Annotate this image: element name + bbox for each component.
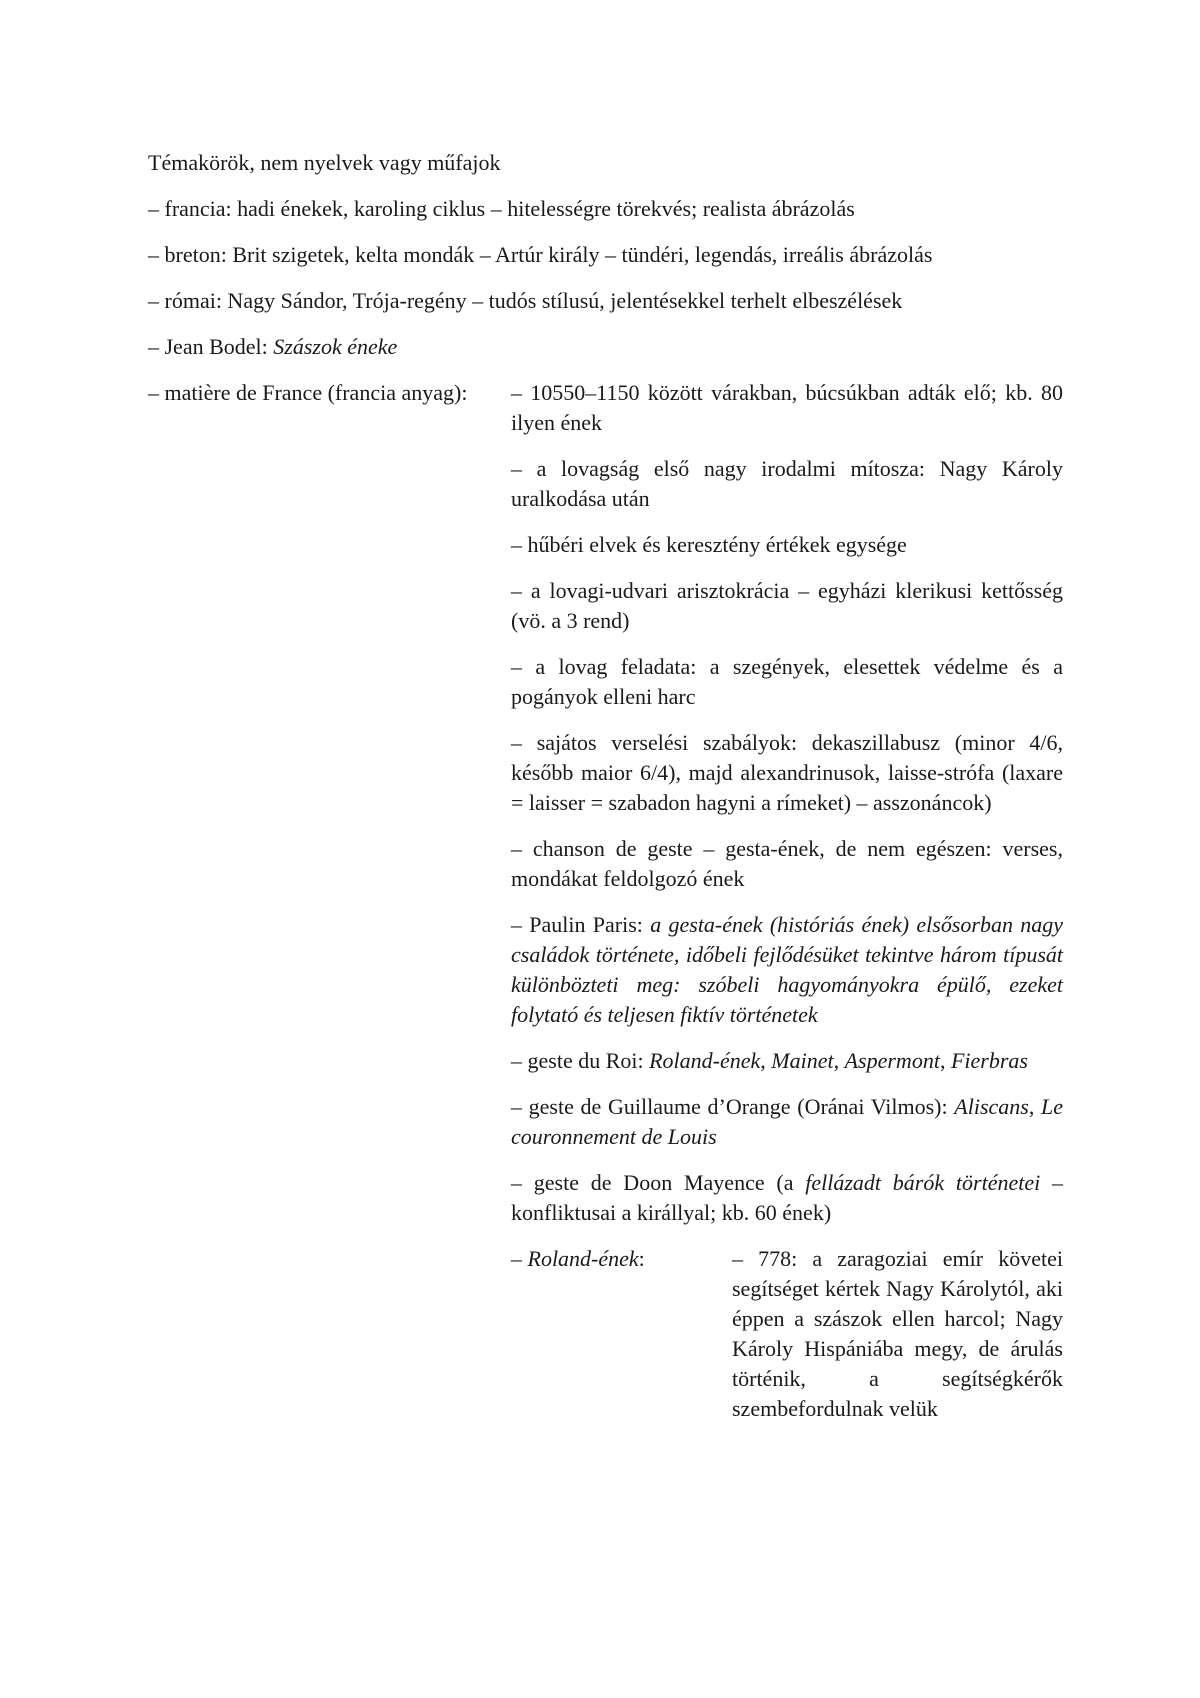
- list-item-paulin-paris: [511, 910, 1063, 1030]
- matiere-label: – matière de France (francia anyag):: [148, 380, 468, 405]
- list-item-duality: – a lovagi-udvari arisztokrácia – egyházi klerikusi kettősség (vö. a 3 rend): [511, 578, 1063, 633]
- line-breton: – breton: Brit szigetek, kelta mondák – Artúr király – tündéri, legendás, irreális ábrázolás: [148, 242, 933, 267]
- list-item-myth: – a lovagság első nagy irodalmi mítosza: Nagy Károly uralkodása után: [511, 456, 1063, 511]
- line-francia: – francia: hadi énekek, karoling ciklus – hitelességre törekvés; realista ábrázolás: [148, 196, 855, 221]
- roland-title: Roland-ének: [527, 1246, 639, 1271]
- list-item-guillaume: [511, 1092, 1063, 1152]
- heading: Témakörök, nem nyelvek vagy műfajok: [148, 150, 501, 175]
- list-item-values: – hűbéri elvek és keresztény értékek egysége: [511, 532, 907, 557]
- doon-italic: fellázadt bárók történetei: [805, 1170, 1041, 1195]
- matiere-list: [511, 378, 1063, 1424]
- line-jean-bodel: [148, 332, 397, 362]
- line-romai: – római: Nagy Sándor, Trója-regény – tudós stílusú, jelentésekkel terhelt elbeszélések: [148, 288, 903, 313]
- title-couronnement: Le couronnement de Louis: [511, 1094, 1064, 1149]
- list-item-roland: [511, 1244, 1063, 1424]
- roland-dash: –: [511, 1246, 528, 1271]
- list-item-dates: – 10550–1150 között várakban, búcsúkban adták elő; kb. 80 ilyen ének: [511, 380, 1063, 435]
- paulin-prefix: – Paulin Paris:: [511, 912, 651, 937]
- list-item-doon: [511, 1168, 1063, 1228]
- roland-description: – 778: a zaragoziai emír követei segítséget kértek Nagy Károlytól, aki éppen a szászok ellen harcol; Nagy Károly Hispániába megy, de árulás történik, a segítségkérők szembefordulnak velük: [732, 1246, 1063, 1421]
- title-mainet: Mainet: [771, 1048, 834, 1073]
- list-item-chanson: – chanson de geste – gesta-ének, de nem egészen: verses, mondákat feldolgozó ének: [511, 836, 1063, 891]
- bodel-prefix: – Jean Bodel:: [148, 334, 274, 359]
- doon-suffix: – konfliktusai a királlyal; kb. 60 ének): [511, 1170, 1063, 1225]
- separator: ,: [939, 1048, 951, 1073]
- list-item-knight-task: – a lovag feladata: a szegények, elesettek védelme és a pogányok elleni harc: [511, 654, 1063, 709]
- title-roland: Roland-ének: [649, 1048, 761, 1073]
- separator: ,: [760, 1048, 772, 1073]
- roland-colon: :: [638, 1246, 645, 1271]
- geste-roi-prefix: – geste du Roi:: [511, 1048, 650, 1073]
- title-aspermont: Aspermont: [844, 1048, 940, 1073]
- separator: ,: [833, 1048, 845, 1073]
- guillaume-prefix: – geste de Guillaume d’Orange (Oránai Vilmos):: [511, 1094, 955, 1119]
- roland-label: [511, 1244, 645, 1274]
- title-fierbras: Fierbras: [950, 1048, 1028, 1073]
- bodel-title: Szászok éneke: [273, 334, 398, 359]
- list-item-geste-du-roi: [511, 1046, 1063, 1076]
- title-aliscans: Aliscans: [954, 1094, 1029, 1119]
- list-item-versification: – sajátos verselési szabályok: dekaszillabusz (minor 4/6, később maior 6/4), majd alexandrinusok, laisse-strófa (laxare = laisser = szabadon hagyni a rímeket) – asszonáncok): [511, 730, 1063, 815]
- separator: ,: [1028, 1094, 1042, 1119]
- paulin-quote: a gesta-ének (históriás ének) elsősorban nagy családok története, időbeli fejlődésüket tekintve három típusát különbözteti meg: szóbeli hagyományokra épülő, ezeket folytató és teljesen fiktív történetek: [511, 912, 1063, 1027]
- doon-prefix: – geste de Doon Mayence (a: [511, 1170, 806, 1195]
